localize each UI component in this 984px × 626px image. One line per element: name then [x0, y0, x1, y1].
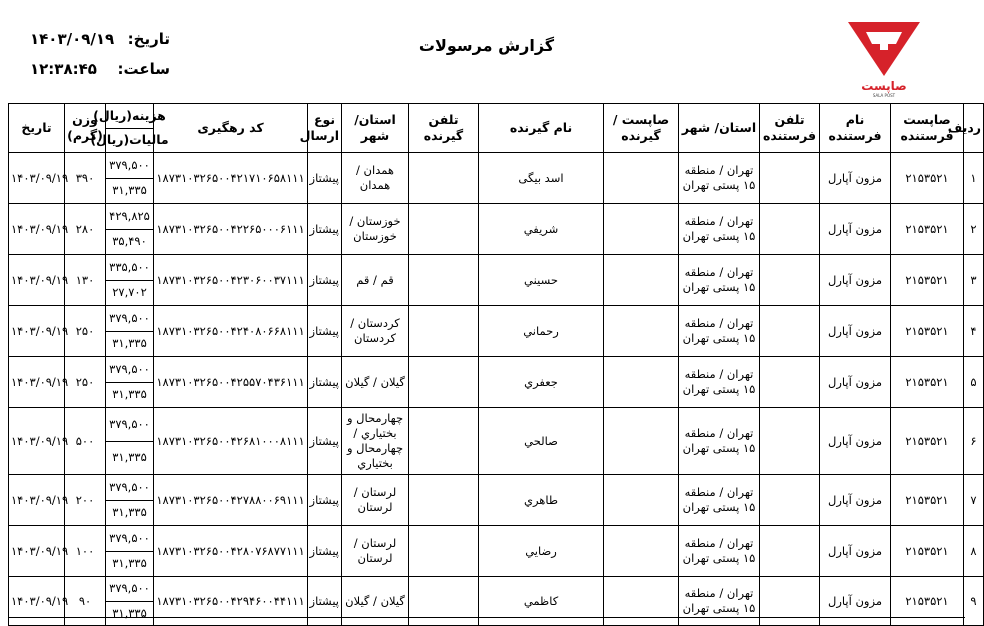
table-row [9, 526, 984, 577]
receiver-code-cell [604, 526, 679, 577]
col-tax-label: مالیات(ریال) [106, 128, 153, 153]
receiver-name-cell: رضایي [479, 526, 604, 577]
sender-city-cell: تهران / منطقه ۱۵ پستی تهران [679, 475, 760, 526]
table-row [9, 577, 984, 626]
tax-value: ۳۱,۳۳۵ [106, 500, 153, 526]
sender-code-cell: ۲۱۵۳۵۲۱ [891, 526, 964, 577]
table-row [9, 306, 984, 357]
sender-name-cell: مزون آپارل [820, 255, 891, 306]
send-type-cell: پیشتاز [308, 306, 342, 357]
table-row [9, 153, 984, 204]
tracking-code-cell: ۱۸۷۳۱۰۳۲۶۵۰۰۴۲۹۴۶۰۰۴۴۱۱۱ [154, 577, 308, 626]
date-cell: ۱۴۰۳/۰۹/۱۹ [9, 357, 65, 408]
sender-code-cell: ۲۱۵۳۵۲۱ [891, 204, 964, 255]
date-cell: ۱۴۰۳/۰۹/۱۹ [9, 204, 65, 255]
col-tracking: کد رهگیری [154, 104, 308, 153]
time-value: ۱۲:۳۸:۴۵ [30, 60, 97, 78]
weight-cell: ۱۳۰ [65, 255, 106, 306]
sender-phone-cell [760, 153, 820, 204]
sender-code-cell: ۲۱۵۳۵۲۱ [891, 408, 964, 475]
receiver-phone-cell [409, 255, 479, 306]
weight-cell: ۲۵۰ [65, 357, 106, 408]
date-cell: ۱۴۰۳/۰۹/۱۹ [9, 475, 65, 526]
cost-value: ۳۷۹,۵۰۰ [109, 416, 150, 431]
table-row [9, 475, 984, 526]
sender-city-cell: تهران / منطقه ۱۵ پستی تهران [679, 408, 760, 475]
sender-code-cell: ۲۱۵۳۵۲۱ [891, 306, 964, 357]
date-label: تاریخ: [127, 30, 170, 48]
weight-cell: ۹۰ [65, 577, 106, 626]
tax-value: ۳۱,۳۳۵ [106, 551, 153, 577]
sender-name-cell: مزون آپارل [820, 526, 891, 577]
date-cell: ۱۴۰۳/۰۹/۱۹ [9, 306, 65, 357]
tax-value: ۲۷,۷۰۲ [106, 280, 153, 306]
sender-phone-cell [760, 577, 820, 626]
cost-value: ۳۷۹,۵۰۰ [109, 479, 150, 494]
receiver-phone-cell [409, 526, 479, 577]
weight-cell: ۲۸۰ [65, 204, 106, 255]
sender-code-cell: ۲۱۵۳۵۲۱ [891, 475, 964, 526]
cost-cell [106, 526, 154, 577]
sender-name-cell: مزون آپارل [820, 577, 891, 626]
tracking-code-cell: ۱۸۷۳۱۰۳۲۶۵۰۰۴۲۸۰۷۶۸۷۷۱۱۱ [154, 526, 308, 577]
col-send-type: نوع ارسال [308, 104, 342, 153]
receiver-city-cell: گیلان / گیلان [342, 357, 409, 408]
date-cell: ۱۴۰۳/۰۹/۱۹ [9, 526, 65, 577]
sender-name-cell: مزون آپارل [820, 306, 891, 357]
page-bottom-border [8, 617, 965, 618]
date-value: ۱۴۰۳/۰۹/۱۹ [30, 30, 115, 48]
send-type-cell: پیشتاز [308, 475, 342, 526]
sender-phone-cell [760, 357, 820, 408]
tracking-code-cell: ۱۸۷۳۱۰۳۲۶۵۰۰۴۲۵۵۷۰۴۳۶۱۱۱ [154, 357, 308, 408]
row-number-cell: ۴ [964, 306, 984, 357]
sender-phone-cell [760, 255, 820, 306]
tracking-code-cell: ۱۸۷۳۱۰۳۲۶۵۰۰۴۲۴۰۸۰۶۶۸۱۱۱ [154, 306, 308, 357]
date-cell: ۱۴۰۳/۰۹/۱۹ [9, 153, 65, 204]
col-row-no: ردیف [964, 104, 984, 153]
col-receiver-code: صاپست / گیرنده [604, 104, 679, 153]
send-type-cell: پیشتاز [308, 577, 342, 626]
cost-cell [106, 204, 154, 255]
sender-name-cell: مزون آپارل [820, 408, 891, 475]
cost-value: ۳۷۹,۵۰۰ [109, 530, 150, 545]
tracking-code-cell: ۱۸۷۳۱۰۳۲۶۵۰۰۴۲۱۷۱۰۶۵۸۱۱۱ [154, 153, 308, 204]
date-cell: ۱۴۰۳/۰۹/۱۹ [9, 255, 65, 306]
tax-value: ۳۵,۴۹۰ [106, 229, 153, 255]
receiver-name-cell: رحماني [479, 306, 604, 357]
sender-code-cell: ۲۱۵۳۵۲۱ [891, 153, 964, 204]
send-type-cell: پیشتاز [308, 357, 342, 408]
receiver-code-cell [604, 577, 679, 626]
table-header-row [9, 104, 984, 153]
receiver-code-cell [604, 306, 679, 357]
col-receiver-province: استان/ شهر [342, 104, 409, 153]
send-type-cell: پیشتاز [308, 204, 342, 255]
weight-cell: ۵۰۰ [65, 408, 106, 475]
receiver-phone-cell [409, 357, 479, 408]
receiver-code-cell [604, 357, 679, 408]
row-number-cell: ۸ [964, 526, 984, 577]
receiver-phone-cell [409, 408, 479, 475]
send-type-cell: پیشتاز [308, 255, 342, 306]
tax-value: ۳۱,۳۳۵ [106, 601, 153, 626]
receiver-code-cell [604, 204, 679, 255]
sender-name-cell: مزون آپارل [820, 153, 891, 204]
sender-name-cell: مزون آپارل [820, 204, 891, 255]
cost-value: ۳۷۹,۵۰۰ [109, 157, 150, 172]
row-number-cell: ۶ [964, 408, 984, 475]
cost-value: ۳۳۵,۵۰۰ [109, 259, 150, 274]
shipments-table [8, 103, 984, 626]
sender-phone-cell [760, 306, 820, 357]
sapost-logo [842, 14, 926, 98]
receiver-name-cell: صالحي [479, 408, 604, 475]
sender-city-cell: تهران / منطقه ۱۵ پستی تهران [679, 306, 760, 357]
sender-phone-cell [760, 408, 820, 475]
col-sender-phone: تلفن فرستنده [760, 104, 820, 153]
row-number-cell: ۱ [964, 153, 984, 204]
sender-city-cell: تهران / منطقه ۱۵ پستی تهران [679, 204, 760, 255]
receiver-name-cell: شریفي [479, 204, 604, 255]
receiver-city-cell: قم / قم [342, 255, 409, 306]
receiver-code-cell [604, 475, 679, 526]
tracking-code-cell: ۱۸۷۳۱۰۳۲۶۵۰۰۴۲۶۸۱۰۰۰۸۱۱۱ [154, 408, 308, 475]
col-cost [90, 104, 169, 153]
cost-cell [106, 408, 154, 475]
sender-code-cell: ۲۱۵۳۵۲۱ [891, 357, 964, 408]
sender-city-cell: تهران / منطقه ۱۵ پستی تهران [679, 255, 760, 306]
receiver-code-cell [604, 408, 679, 475]
receiver-code-cell [604, 153, 679, 204]
receiver-name-cell: حسیني [479, 255, 604, 306]
sender-phone-cell [760, 475, 820, 526]
sender-name-cell: مزون آپارل [820, 357, 891, 408]
col-cost-label: هزینه(ریال) [93, 107, 166, 123]
receiver-city-cell: لرستان / لرستان [342, 526, 409, 577]
col-sender-province: استان/ شهر [679, 104, 760, 153]
col-sender-name: نام فرستنده [820, 104, 891, 153]
logo-tagline: SALA POST [872, 93, 896, 98]
col-sender-code: صاپست فرستنده [891, 104, 964, 153]
row-number-cell: ۲ [964, 204, 984, 255]
sender-phone-cell [760, 204, 820, 255]
tax-value: ۳۱,۳۳۵ [106, 441, 153, 475]
table-row [9, 204, 984, 255]
weight-cell: ۳۹۰ [65, 153, 106, 204]
sender-city-cell: تهران / منطقه ۱۵ پستی تهران [679, 153, 760, 204]
weight-cell: ۱۰۰ [65, 526, 106, 577]
send-type-cell: پیشتاز [308, 153, 342, 204]
receiver-phone-cell [409, 475, 479, 526]
cost-value: ۳۷۹,۵۰۰ [109, 310, 150, 325]
col-receiver-phone: تلفن گیرنده [409, 104, 479, 153]
sender-name-cell: مزون آپارل [820, 475, 891, 526]
cost-cell [106, 306, 154, 357]
receiver-phone-cell [409, 153, 479, 204]
table-row [9, 357, 984, 408]
row-number-cell: ۹ [964, 577, 984, 626]
sender-phone-cell [760, 526, 820, 577]
tracking-code-cell: ۱۸۷۳۱۰۳۲۶۵۰۰۴۲۷۸۸۰۰۶۹۱۱۱ [154, 475, 308, 526]
col-date: تاریخ [9, 104, 65, 153]
sender-city-cell: تهران / منطقه ۱۵ پستی تهران [679, 526, 760, 577]
row-number-cell: ۳ [964, 255, 984, 306]
receiver-city-cell: همدان / همدان [342, 153, 409, 204]
table-row [9, 255, 984, 306]
receiver-name-cell: اسد بیگی [479, 153, 604, 204]
page-title: گزارش مرسولات [418, 36, 555, 55]
receiver-phone-cell [409, 577, 479, 626]
receiver-city-cell: لرستان / لرستان [342, 475, 409, 526]
receiver-code-cell [604, 255, 679, 306]
logo-name: صاپست [861, 79, 907, 93]
tracking-code-cell: ۱۸۷۳۱۰۳۲۶۵۰۰۴۲۳۰۶۰۰۳۷۱۱۱ [154, 255, 308, 306]
receiver-city-cell: کردستان / کردستان [342, 306, 409, 357]
send-type-cell: پیشتاز [308, 408, 342, 475]
row-number-cell: ۵ [964, 357, 984, 408]
sender-code-cell: ۲۱۵۳۵۲۱ [891, 577, 964, 626]
cost-value: ۴۲۹,۸۲۵ [109, 208, 150, 223]
date-cell: ۱۴۰۳/۰۹/۱۹ [9, 577, 65, 626]
sender-city-cell: تهران / منطقه ۱۵ پستی تهران [679, 357, 760, 408]
cost-value: ۳۷۹,۵۰۰ [109, 581, 150, 596]
receiver-phone-cell [409, 306, 479, 357]
tracking-code-cell: ۱۸۷۳۱۰۳۲۶۵۰۰۴۲۲۶۵۰۰۰۶۱۱۱ [154, 204, 308, 255]
date-cell: ۱۴۰۳/۰۹/۱۹ [9, 408, 65, 475]
weight-cell: ۲۵۰ [65, 306, 106, 357]
sender-city-cell: تهران / منطقه ۱۵ پستی تهران [679, 577, 760, 626]
row-number-cell: ۷ [964, 475, 984, 526]
col-receiver-name: نام گیرنده [479, 104, 604, 153]
sender-code-cell: ۲۱۵۳۵۲۱ [891, 255, 964, 306]
time-label: ساعت: [117, 60, 170, 78]
send-type-cell: پیشتاز [308, 526, 342, 577]
receiver-phone-cell [409, 204, 479, 255]
weight-cell: ۲۰۰ [65, 475, 106, 526]
table-row [9, 408, 984, 475]
cost-cell [106, 475, 154, 526]
cost-value: ۳۷۹,۵۰۰ [109, 361, 150, 376]
receiver-city-cell: خوزستان / خوزستان [342, 204, 409, 255]
receiver-city-cell: چهارمحال و بختیاري / چهارمحال و بختیاري [342, 408, 409, 475]
receiver-city-cell: گیلان / گیلان [342, 577, 409, 626]
tax-value: ۳۱,۳۳۵ [106, 178, 153, 204]
cost-cell [106, 357, 154, 408]
cost-cell [106, 577, 154, 626]
cost-cell [106, 255, 154, 306]
tax-value: ۳۱,۳۳۵ [106, 331, 153, 357]
receiver-name-cell: کاظمي [479, 577, 604, 626]
col-weight: وزن (گرم) [65, 104, 106, 153]
cost-cell [106, 153, 154, 204]
receiver-name-cell: جعفري [479, 357, 604, 408]
tax-value: ۳۱,۳۳۵ [106, 382, 153, 408]
receiver-name-cell: طاهري [479, 475, 604, 526]
